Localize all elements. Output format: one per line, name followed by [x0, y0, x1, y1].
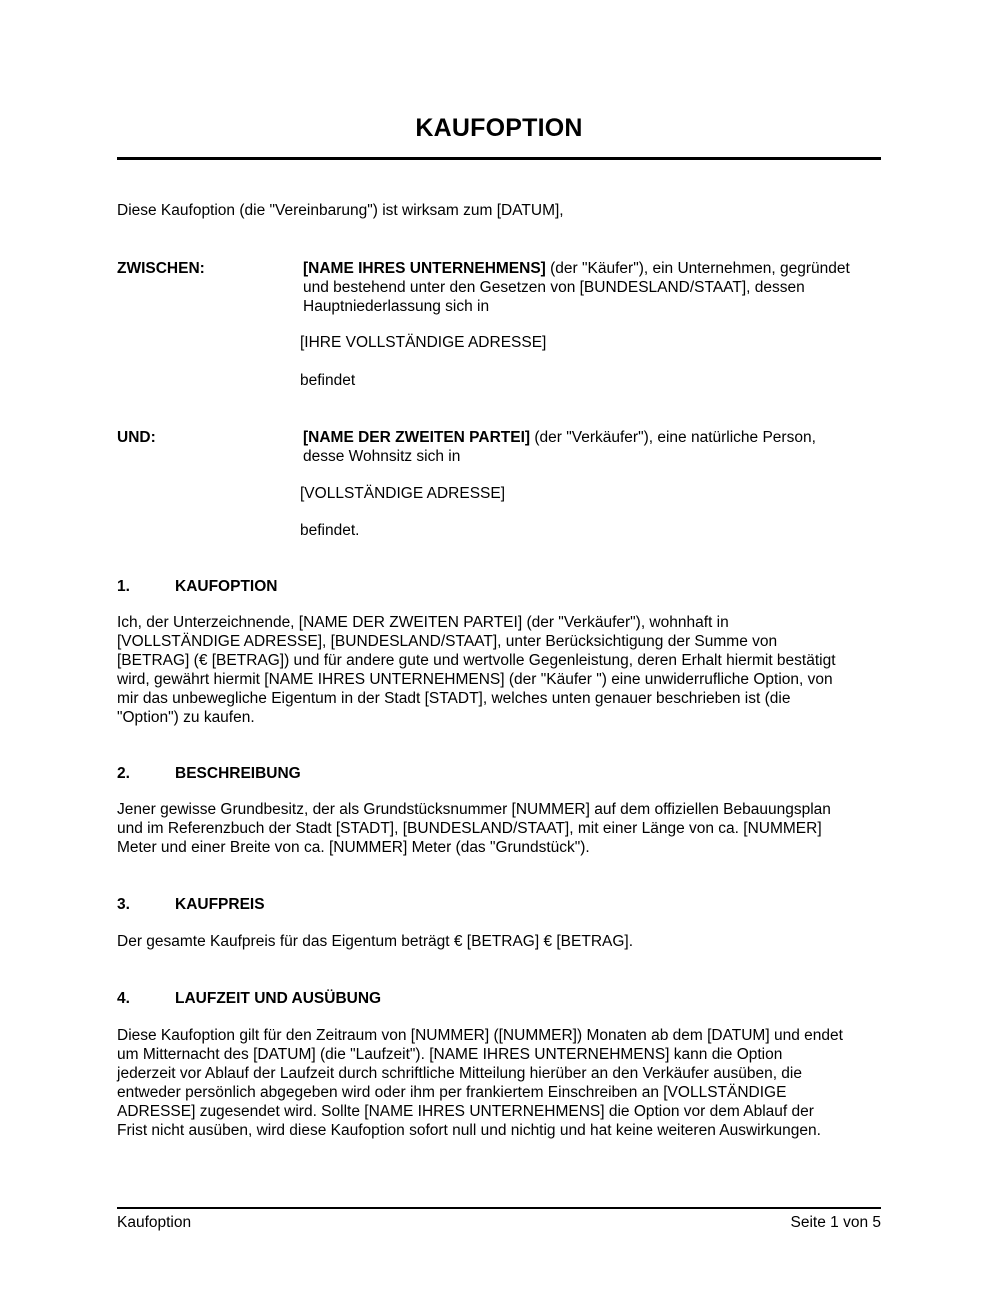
party-description — [303, 428, 881, 466]
party-label: ZWISCHEN: — [117, 260, 205, 277]
section-heading-3 — [117, 895, 265, 914]
party-description-line: und bestehend unter den Gesetzen von [BUNDESLAND/STAAT], dessen — [303, 279, 805, 296]
body-line: und im Referenzbuch der Stadt [STADT], [BUNDESLAND/STAAT], mit einer Länge von ca. [NUMMER] — [117, 819, 822, 837]
body-line: Diese Kaufoption gilt für den Zeitraum von [NUMMER] ([NUMMER]) Monaten ab dem [DATUM] und endet — [117, 1027, 843, 1044]
body-line: entweder persönlich abgegeben wird oder ihm per frankiertem Einschreiben an [VOLLSTÄNDIGE — [117, 1083, 787, 1101]
body-line: jederzeit vor Ablauf der Laufzeit durch schriftliche Mitteilung hierüber an den Verkäufer ausüben, die — [117, 1064, 802, 1082]
body-line: Frist nicht ausüben, wird diese Kaufoption sofort null und nichtig und hat keine weiteren Auswirkungen. — [117, 1121, 821, 1139]
party-description-line: (der "Käufer"), ein Unternehmen, gegründet — [545, 260, 850, 277]
section-heading-1 — [117, 577, 277, 596]
section-title: LAUFZEIT UND AUSÜBUNG — [175, 990, 382, 1007]
body-line: wird, gewährt hiermit [NAME IHRES UNTERNEHMENS] (der "Käufer ") eine unwiderrufliche Option, von — [117, 670, 833, 688]
section-body-1 — [117, 614, 881, 727]
party-label: UND: — [117, 429, 156, 446]
section-heading-4 — [117, 989, 381, 1008]
body-line: "Option") zu kaufen. — [117, 708, 255, 726]
section-body-4 — [117, 1027, 881, 1140]
section-title: KAUFPREIS — [175, 896, 265, 913]
title-divider — [117, 157, 881, 160]
body-line: mir das unbewegliche Eigentum in der Stadt [STADT], welches unten genauer beschrieben ist (die — [117, 689, 791, 707]
footer-page-number: Seite 1 von 5 — [790, 1214, 881, 1231]
body-line: Meter und einer Breite von ca. [NUMMER] Meter (das "Grundstück"). — [117, 838, 590, 856]
party-address: [IHRE VOLLSTÄNDIGE ADRESSE] — [300, 334, 547, 351]
party-name: [NAME IHRES UNTERNEHMENS] — [303, 260, 546, 277]
section-number: 3. — [117, 896, 130, 913]
body-line: [VOLLSTÄNDIGE ADRESSE], [BUNDESLAND/STAAT], unter Berücksichtigung der Summe von — [117, 632, 778, 650]
section-heading-2 — [117, 764, 301, 783]
party-description — [303, 259, 881, 316]
body-line: um Mitternacht des [DATUM] (die "Laufzeit"). [NAME IHRES UNTERNEHMENS] kann die Option — [117, 1045, 783, 1063]
body-line: [BETRAG] (€ [BETRAG]) und für andere gute und wertvolle Gegenleistung, deren Erhalt hiermit bestätigt — [117, 651, 836, 669]
party-description-line: desse Wohnsitz sich in — [303, 448, 461, 465]
intro-paragraph: Diese Kaufoption (die "Vereinbarung") ist wirksam zum [DATUM], — [117, 202, 564, 219]
body-line: ADRESSE] zugesendet wird. Sollte [NAME IHRES UNTERNEHMENS] die Option vor dem Ablauf der — [117, 1102, 814, 1120]
section-number: 1. — [117, 578, 130, 595]
section-number: 4. — [117, 990, 130, 1007]
body-line: Der gesamte Kaufpreis für das Eigentum beträgt € [BETRAG] € [BETRAG]. — [117, 933, 634, 950]
section-body-2 — [117, 801, 881, 858]
party-description-line: Hauptniederlassung sich in — [303, 298, 490, 315]
party-closing: befindet. — [300, 522, 360, 539]
footer-divider — [117, 1207, 881, 1209]
section-body-3 — [117, 933, 881, 952]
party-name: [NAME DER ZWEITEN PARTEI] — [303, 429, 531, 446]
party-description-line: (der "Verkäufer"), eine natürliche Person, — [530, 429, 816, 446]
section-title: BESCHREIBUNG — [175, 765, 301, 782]
body-line: Ich, der Unterzeichnende, [NAME DER ZWEITEN PARTEI] (der "Verkäufer"), wohnhaft in — [117, 614, 729, 631]
party-closing: befindet — [300, 372, 356, 389]
party-address: [VOLLSTÄNDIGE ADRESSE] — [300, 485, 506, 502]
document-title: KAUFOPTION — [415, 114, 583, 142]
body-line: Jener gewisse Grundbesitz, der als Grundstücksnummer [NUMMER] auf dem offiziellen Bebauungsplan — [117, 801, 831, 818]
section-number: 2. — [117, 765, 130, 782]
footer-document-name: Kaufoption — [117, 1214, 192, 1231]
section-title: KAUFOPTION — [175, 578, 278, 595]
